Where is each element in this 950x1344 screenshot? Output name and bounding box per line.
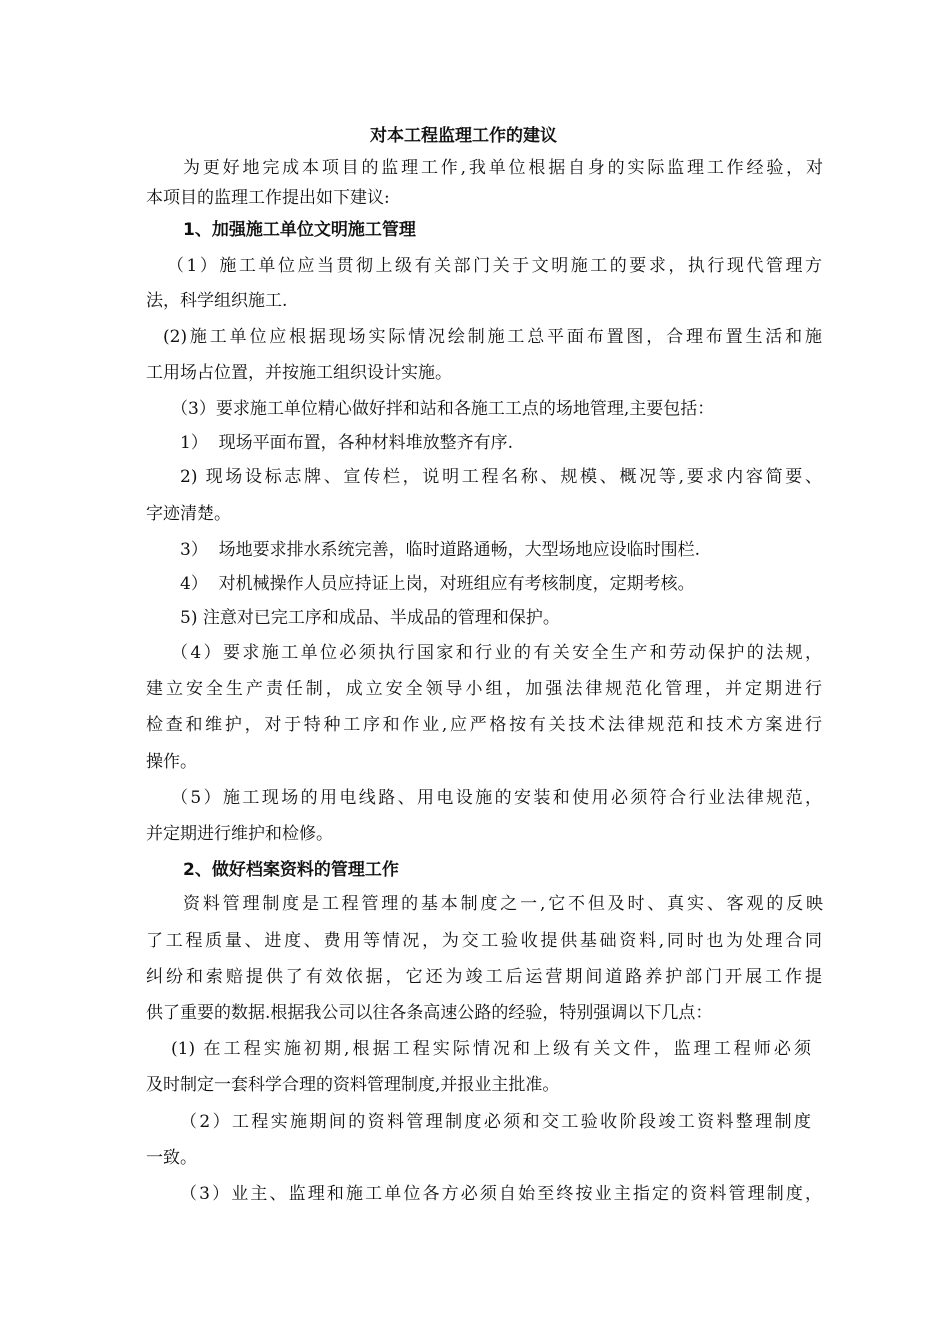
document-title: 对本工程监理工作的建议 bbox=[370, 126, 557, 146]
s1-sub2-line-1: 2) 现场设标志牌、宣传栏，说明工程名称、规模、概况等,要求内容简要、 bbox=[180, 467, 822, 487]
s1-item4-line-2: 建立安全生产责任制，成立安全领导小组，加强法律规范化管理，并定期进行 bbox=[146, 679, 822, 699]
s1-item4-line-4: 操作。 bbox=[146, 752, 197, 772]
s2-para-line-2: 了工程质量、进度、费用等情况，为交工验收提供基础资料,同时也为处理合同 bbox=[146, 931, 822, 951]
s2-para-line-1: 资料管理制度是工程管理的基本制度之一,它不但及时、真实、客观的反映 bbox=[183, 894, 823, 914]
s1-sub1: 1） 现场平面布置，各种材料堆放整齐有序. bbox=[180, 433, 514, 453]
s1-sub2-line-2: 字迹清楚。 bbox=[146, 504, 231, 524]
s1-item1-line-2: 法，科学组织施工. bbox=[146, 291, 288, 311]
s1-item3: （3）要求施工单位精心做好拌和站和各施工工点的场地管理,主要包括： bbox=[171, 399, 715, 419]
s1-item4-line-3: 检查和维护，对于特种工序和作业,应严格按有关技术法律规范和技术方案进行 bbox=[146, 715, 822, 735]
s1-item2-line-2: 工用场占位置，并按施工组织设计实施。 bbox=[146, 363, 452, 383]
s1-item2-line-1: (2)施工单位应根据现场实际情况绘制施工总平面布置图，合理布置生活和施 bbox=[163, 327, 822, 347]
s2-item3-line-1: （3）业主、监理和施工单位各方必须自始至终按业主指定的资料管理制度， bbox=[180, 1184, 822, 1204]
s2-item1-line-1: (1) 在工程实施初期,根据工程实际情况和上级有关文件，监理工程师必须 bbox=[171, 1039, 811, 1059]
s1-sub3: 3） 场地要求排水系统完善，临时道路通畅，大型场地应设临时围栏. bbox=[180, 540, 701, 560]
section2-heading: 2、做好档案资料的管理工作 bbox=[183, 860, 399, 880]
s1-item1-line-1: （1）施工单位应当贯彻上级有关部门关于文明施工的要求，执行现代管理方 bbox=[167, 256, 822, 276]
s1-item5-line-2: 并定期进行维护和检修。 bbox=[146, 824, 333, 844]
s1-sub5: 5) 注意对已完工序和成品、半成品的管理和保护。 bbox=[180, 608, 560, 628]
s2-para-line-4: 供了重要的数据.根据我公司以往各条高速公路的经验，特别强调以下几点： bbox=[146, 1003, 713, 1023]
s1-item4-line-1: （4）要求施工单位必须执行国家和行业的有关安全生产和劳动保护的法规， bbox=[171, 643, 822, 663]
intro-line-2: 本项目的监理工作提出如下建议: bbox=[146, 188, 390, 208]
s2-item2-line-1: （2）工程实施期间的资料管理制度必须和交工验收阶段竣工资料整理制度 bbox=[180, 1112, 811, 1132]
intro-line-1: 为更好地完成本项目的监理工作,我单位根据自身的实际监理工作经验，对 bbox=[183, 158, 823, 178]
s1-item5-line-1: （5）施工现场的用电线路、用电设施的安装和使用必须符合行业法律规范， bbox=[171, 788, 822, 808]
s1-sub4: 4） 对机械操作人员应持证上岗，对班组应有考核制度，定期考核。 bbox=[180, 574, 695, 594]
s2-para-line-3: 纠纷和索赔提供了有效依据，它还为竣工后运营期间道路养护部门开展工作提 bbox=[146, 967, 822, 987]
section1-heading: 1、加强施工单位文明施工管理 bbox=[183, 220, 416, 240]
s2-item2-line-2: 一致。 bbox=[146, 1148, 197, 1168]
s2-item1-line-2: 及时制定一套科学合理的资料管理制度,并报业主批准。 bbox=[146, 1075, 560, 1095]
